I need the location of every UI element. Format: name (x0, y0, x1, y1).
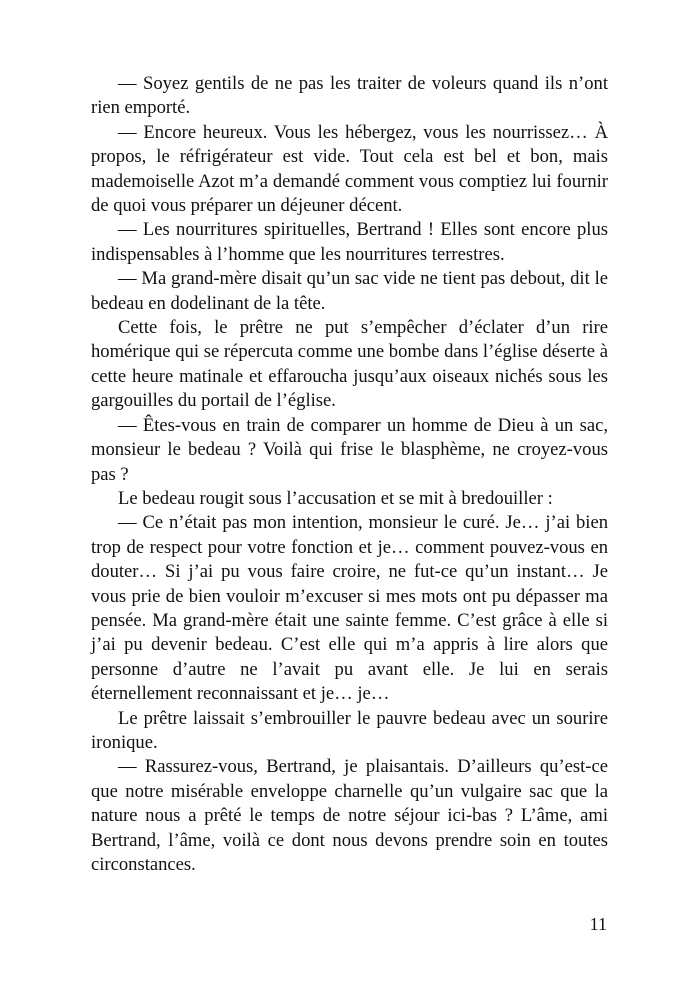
paragraph-3: — Les nourritures spirituelles, Bertrand ! Elles sont encore plus indispensables à l’homme que les nourritures terrestres. (91, 219, 608, 265)
paragraph-6: — Êtes-vous en train de comparer un homme de Dieu à un sac, monsieur le bedeau ? Voilà qui frise le blasphème, ne croyez-vous pas ? (91, 414, 608, 485)
paragraph-10: — Rassurez-vous, Bertrand, je plaisantais. D’ailleurs qu’est-ce que notre misérable enveloppe charnelle qu’un vulgaire sac que la nature nous a prêté le temps de notre séjour ici-bas ? L’âme, ami Bertrand, l’âme, voilà ce dont nous devons prendre soin en toutes circonstances. (91, 756, 608, 875)
paragraph-2: — Encore heureux. Vous les hébergez, vous les nourrissez… À propos, le réfrigérateur est vide. Tout cela est bel et bon, mais mademoiselle Azot m’a demandé comment vous comptiez lui fournir de quoi vous préparer un déjeuner décent. (91, 121, 608, 217)
page-number: 11 (589, 914, 607, 934)
paragraph-5: Cette fois, le prêtre ne put s’empêcher d’éclater d’un rire homérique qui se répercuta comme une bombe dans l’église déserte à cette heure matinale et effaroucha jusqu’aux oiseaux nichés sous les gargouilles du portail de l’église. (91, 317, 608, 412)
paragraph-1: — Soyez gentils de ne pas les traiter de voleurs quand ils n’ont rien emporté. (91, 73, 608, 119)
body-text (91, 72, 608, 877)
paragraph-4: — Ma grand-mère disait qu’un sac vide ne tient pas debout, dit le bedeau en dodelinant de la tête. (91, 268, 608, 314)
paragraph-9: Le prêtre laissait s’embrouiller le pauvre bedeau avec un sourire ironique. (91, 707, 608, 753)
paragraph-7: Le bedeau rougit sous l’accusation et se mit à bredouiller : (118, 487, 553, 509)
paragraph-8: — Ce n’était pas mon intention, monsieur le curé. Je… j’ai bien trop de respect pour votre fonction et je… comment pouvez-vous en douter… Si j’ai pu vous faire croire, ne fut-ce qu’un instant… Je vous prie de bien vouloir m’excuser si mes mots ont pu dépasser ma pensée. Ma grand-mère était une sainte femme. C’est grâce à elle si j’ai pu devenir bedeau. C’est elle qui m’a appris à lire alors que personne d’autre ne l’avait pu avant elle. Je lui en serais éternellement reconnaissant et je… je… (91, 512, 608, 705)
